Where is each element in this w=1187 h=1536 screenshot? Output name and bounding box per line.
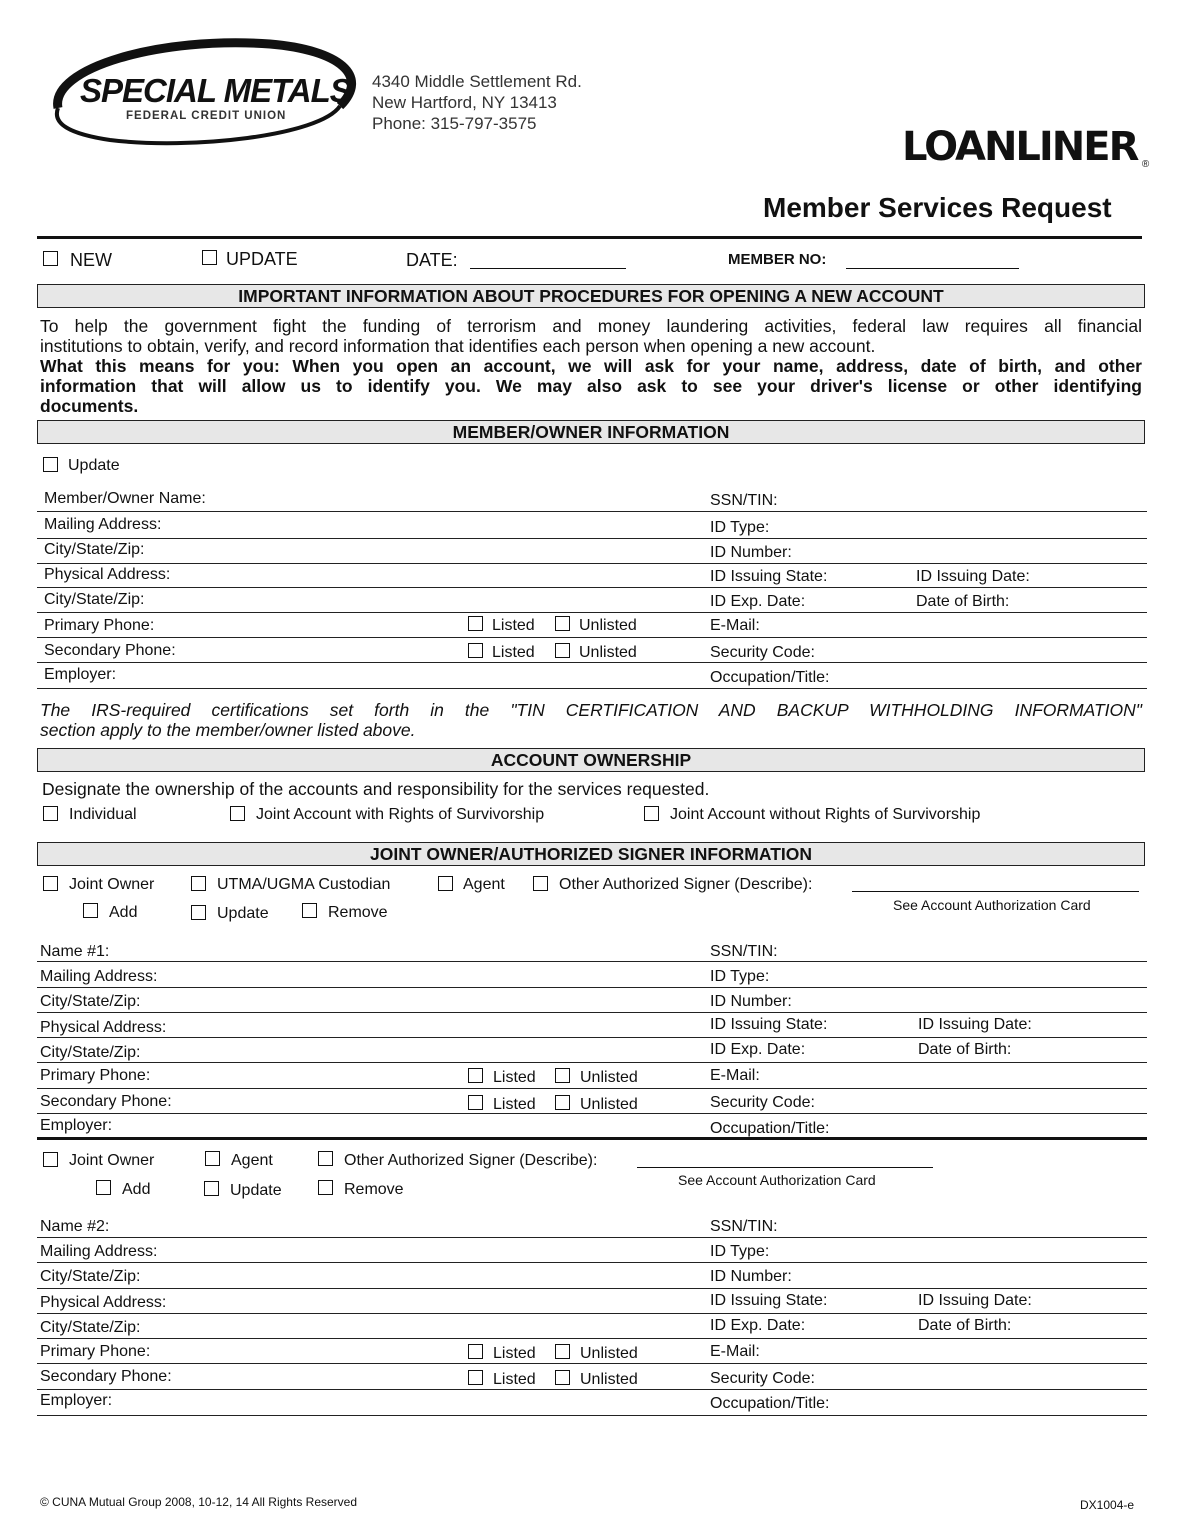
member-row-rule <box>37 587 1147 588</box>
member-update-checkbox[interactable] <box>43 457 58 472</box>
member-security-label: Security Code: <box>710 644 815 661</box>
s1-utma-label: UTMA/UGMA Custodian <box>217 876 391 893</box>
form-code: DX1004-e <box>1080 1498 1135 1512</box>
s1-utma-checkbox[interactable] <box>191 876 206 891</box>
s2-ssn-label: SSN/TIN: <box>710 1218 778 1235</box>
s1-update-checkbox[interactable] <box>191 905 206 920</box>
member-row-rule <box>37 612 1147 613</box>
s2-primary-phone-label: Primary Phone: <box>40 1343 151 1360</box>
s2-secondary-unlisted-checkbox[interactable] <box>555 1370 570 1385</box>
member-secondary-unlisted-checkbox[interactable] <box>555 643 570 658</box>
registered-mark: ® <box>1141 159 1150 170</box>
member-secondary-phone-label: Secondary Phone: <box>44 642 176 659</box>
s1-csz-label: City/State/Zip: <box>40 993 141 1010</box>
s2-id-exp-label: ID Exp. Date: <box>710 1317 806 1334</box>
s2-mailing-label: Mailing Address: <box>40 1243 158 1260</box>
member-physical-label: Physical Address: <box>44 566 171 583</box>
s2-row-rule <box>37 1363 1147 1364</box>
joint-with-rights-checkbox[interactable] <box>230 806 245 821</box>
s1-primary-unlisted-checkbox[interactable] <box>555 1068 570 1083</box>
address-line-2: New Hartford, NY 13413 <box>372 93 557 112</box>
s1-secondary-listed-label: Listed <box>493 1096 536 1113</box>
member-secondary-listed-checkbox[interactable] <box>468 643 483 658</box>
s1-security-label: Security Code: <box>710 1094 815 1111</box>
s2-employer-label: Employer: <box>40 1392 113 1409</box>
s2-row-rule <box>37 1262 1147 1263</box>
irs-note-line-2: section apply to the member/owner listed above. <box>40 720 416 740</box>
s2-id-date-label: ID Issuing Date: <box>918 1292 1032 1309</box>
member-secondary-unlisted-label: Unlisted <box>579 644 637 661</box>
member-primary-phone-label: Primary Phone: <box>44 617 155 634</box>
s2-update-checkbox[interactable] <box>204 1181 219 1196</box>
member-employer-label: Employer: <box>44 666 117 683</box>
s1-secondary-listed-checkbox[interactable] <box>468 1095 483 1110</box>
s1-remove-checkbox[interactable] <box>302 903 317 918</box>
member-occupation-label: Occupation/Title: <box>710 669 830 686</box>
s2-row-rule <box>37 1415 1147 1416</box>
member-id-state-label: ID Issuing State: <box>710 568 828 585</box>
member-dob-label: Date of Birth: <box>916 593 1010 610</box>
form-title: Member Services Request <box>763 192 1112 223</box>
s2-row-rule <box>37 1237 1147 1238</box>
s2-other-describe-field[interactable] <box>637 1167 933 1168</box>
ownership-heading: ACCOUNT OWNERSHIP <box>37 748 1145 772</box>
member-id-number-label: ID Number: <box>710 544 792 561</box>
s1-see-card-note: See Account Authorization Card <box>893 897 1091 913</box>
s2-row-rule <box>37 1389 1147 1390</box>
s1-secondary-unlisted-checkbox[interactable] <box>555 1095 570 1110</box>
s2-primary-listed-checkbox[interactable] <box>468 1344 483 1359</box>
s1-joint-owner-checkbox[interactable] <box>43 876 58 891</box>
s2-remove-checkbox[interactable] <box>318 1180 333 1195</box>
s1-primary-listed-checkbox[interactable] <box>468 1068 483 1083</box>
joint-with-rights-label: Joint Account with Rights of Survivorship <box>256 806 545 823</box>
s2-agent-checkbox[interactable] <box>205 1151 220 1166</box>
s1-id-type-label: ID Type: <box>710 968 770 985</box>
member-row-rule <box>37 662 1147 663</box>
s2-row-rule <box>37 1338 1147 1339</box>
individual-label: Individual <box>69 806 137 823</box>
s1-other-describe-field[interactable] <box>852 891 1139 892</box>
s1-primary-listed-label: Listed <box>493 1069 536 1086</box>
member-row-rule <box>37 538 1147 539</box>
s1-joint-owner-label: Joint Owner <box>69 876 155 893</box>
s1-row-rule <box>37 961 1147 962</box>
date-field[interactable] <box>470 268 626 269</box>
title-rule <box>37 236 1142 239</box>
s1-row-rule <box>37 1037 1147 1038</box>
member-primary-unlisted-checkbox[interactable] <box>555 616 570 631</box>
member-primary-listed-label: Listed <box>492 617 535 634</box>
s2-see-card-note: See Account Authorization Card <box>678 1172 876 1188</box>
important-line-1: To help the government fight the funding of terrorism and money laundering activities, federal law requires all financial <box>40 316 1142 336</box>
s1-id-number-label: ID Number: <box>710 993 792 1010</box>
s2-physical-label: Physical Address: <box>40 1294 167 1311</box>
s1-remove-label: Remove <box>328 904 388 921</box>
s1-other-signer-checkbox[interactable] <box>533 876 548 891</box>
s2-primary-unlisted-checkbox[interactable] <box>555 1344 570 1359</box>
s2-id-type-label: ID Type: <box>710 1243 770 1260</box>
s1-email-label: E-Mail: <box>710 1067 760 1084</box>
important-line-4: information that will allow us to identify you. We may also ask to see your driver's license or other identifying <box>40 376 1142 396</box>
s2-other-signer-label: Other Authorized Signer (Describe): <box>344 1152 598 1169</box>
s1-row-rule <box>37 1062 1147 1063</box>
s2-id-number-label: ID Number: <box>710 1268 792 1285</box>
member-secondary-listed-label: Listed <box>492 644 535 661</box>
s1-agent-checkbox[interactable] <box>438 876 453 891</box>
s2-csz-label: City/State/Zip: <box>40 1268 141 1285</box>
s2-add-label: Add <box>122 1181 151 1198</box>
member-id-date-label: ID Issuing Date: <box>916 568 1030 585</box>
important-heading: IMPORTANT INFORMATION ABOUT PROCEDURES FOR OPENING A NEW ACCOUNT <box>37 284 1145 308</box>
member-ssn-label: SSN/TIN: <box>710 492 778 509</box>
s2-secondary-phone-label: Secondary Phone: <box>40 1368 172 1385</box>
individual-checkbox[interactable] <box>43 806 58 821</box>
ownership-text: Designate the ownership of the accounts and responsibility for the services requested. <box>42 779 710 799</box>
joint-heading: JOINT OWNER/AUTHORIZED SIGNER INFORMATION <box>37 842 1145 866</box>
member-heading: MEMBER/OWNER INFORMATION <box>37 420 1145 444</box>
member-no-label: MEMBER NO: <box>728 251 827 268</box>
member-csz-label: City/State/Zip: <box>44 541 145 558</box>
member-name-label: Member/Owner Name: <box>44 490 206 507</box>
member-email-label: E-Mail: <box>710 617 760 634</box>
s2-id-state-label: ID Issuing State: <box>710 1292 828 1309</box>
logo-name: SPECIAL METALS <box>80 72 351 109</box>
s1-employer-label: Employer: <box>40 1117 113 1134</box>
new-label: NEW <box>70 250 112 270</box>
s2-secondary-unlisted-label: Unlisted <box>580 1371 638 1388</box>
member-row-rule <box>37 688 1147 689</box>
s1-row-rule <box>37 1012 1147 1013</box>
s2-update-label: Update <box>230 1182 282 1199</box>
s1-occupation-label: Occupation/Title: <box>710 1120 830 1137</box>
important-line-2: institutions to obtain, verify, and record information that identifies each person when opening a new account. <box>40 336 876 356</box>
s2-occupation-label: Occupation/Title: <box>710 1395 830 1412</box>
loanliner-wordmark: LOANLINER <box>902 124 1138 170</box>
s1-agent-label: Agent <box>463 876 505 893</box>
member-id-type-label: ID Type: <box>710 519 770 536</box>
s1-row-rule <box>37 987 1147 988</box>
s2-csz2-label: City/State/Zip: <box>40 1319 141 1336</box>
s1-add-label: Add <box>109 904 138 921</box>
s2-agent-label: Agent <box>231 1152 273 1169</box>
s1-mailing-label: Mailing Address: <box>40 968 158 985</box>
s2-add-checkbox[interactable] <box>96 1180 111 1195</box>
s2-joint-owner-label: Joint Owner <box>69 1152 155 1169</box>
s1-row-rule <box>37 1088 1147 1089</box>
s2-remove-label: Remove <box>344 1181 404 1198</box>
member-mailing-label: Mailing Address: <box>44 516 162 533</box>
credit-union-logo <box>40 28 360 158</box>
s2-joint-owner-checkbox[interactable] <box>43 1152 58 1167</box>
member-no-field[interactable] <box>846 268 1019 269</box>
logo-subtitle: FEDERAL CREDIT UNION <box>126 110 287 122</box>
s1-id-state-label: ID Issuing State: <box>710 1016 828 1033</box>
member-row-rule <box>37 637 1147 638</box>
update-label: UPDATE <box>226 249 298 269</box>
member-row-rule <box>37 563 1147 564</box>
important-line-5: documents. <box>40 396 139 416</box>
s2-primary-unlisted-label: Unlisted <box>580 1345 638 1362</box>
s1-physical-label: Physical Address: <box>40 1019 167 1036</box>
s1-secondary-phone-label: Secondary Phone: <box>40 1093 172 1110</box>
s2-row-rule <box>37 1288 1147 1289</box>
s2-row-rule <box>37 1313 1147 1314</box>
s1-csz2-label: City/State/Zip: <box>40 1044 141 1061</box>
s1-primary-unlisted-label: Unlisted <box>580 1069 638 1086</box>
joint-without-rights-checkbox[interactable] <box>644 806 659 821</box>
phone-line: Phone: 315-797-3575 <box>372 114 537 133</box>
s1-id-date-label: ID Issuing Date: <box>918 1016 1032 1033</box>
s2-other-signer-checkbox[interactable] <box>318 1151 333 1166</box>
s1-name-label: Name #1: <box>40 943 110 960</box>
loanliner-logo <box>902 124 1149 170</box>
irs-note-line-1: The IRS-required certifications set forth in the "TIN CERTIFICATION AND BACKUP WITHHOLDING INFORMATION" <box>40 700 1142 720</box>
s2-secondary-listed-checkbox[interactable] <box>468 1370 483 1385</box>
update-checkbox[interactable] <box>202 250 217 265</box>
s1-update-label: Update <box>217 905 269 922</box>
member-csz2-label: City/State/Zip: <box>44 591 145 608</box>
s1-ssn-label: SSN/TIN: <box>710 943 778 960</box>
member-primary-unlisted-label: Unlisted <box>579 617 637 634</box>
s2-security-label: Security Code: <box>710 1370 815 1387</box>
s1-row-rule <box>37 1113 1147 1114</box>
s2-dob-label: Date of Birth: <box>918 1317 1012 1334</box>
s1-secondary-unlisted-label: Unlisted <box>580 1096 638 1113</box>
member-row-rule <box>37 511 1147 512</box>
s2-primary-listed-label: Listed <box>493 1345 536 1362</box>
signer-divider <box>37 1137 1147 1140</box>
date-label: DATE: <box>406 250 458 270</box>
s1-primary-phone-label: Primary Phone: <box>40 1067 151 1084</box>
s2-name-label: Name #2: <box>40 1218 110 1235</box>
joint-without-rights-label: Joint Account without Rights of Survivorship <box>670 806 981 823</box>
important-line-3: What this means for you: When you open an account, we will ask for your name, address, date of birth, and other <box>40 356 1142 376</box>
s1-dob-label: Date of Birth: <box>918 1041 1012 1058</box>
s2-email-label: E-Mail: <box>710 1343 760 1360</box>
s2-secondary-listed-label: Listed <box>493 1371 536 1388</box>
s1-add-checkbox[interactable] <box>83 903 98 918</box>
new-checkbox[interactable] <box>43 251 58 266</box>
address-line-1: 4340 Middle Settlement Rd. <box>372 72 582 91</box>
member-primary-listed-checkbox[interactable] <box>468 616 483 631</box>
s1-id-exp-label: ID Exp. Date: <box>710 1041 806 1058</box>
s1-other-signer-label: Other Authorized Signer (Describe): <box>559 876 813 893</box>
member-id-exp-label: ID Exp. Date: <box>710 593 806 610</box>
copyright-footer: © CUNA Mutual Group 2008, 10-12, 14 All Rights Reserved <box>40 1495 358 1509</box>
member-update-label: Update <box>68 457 120 474</box>
